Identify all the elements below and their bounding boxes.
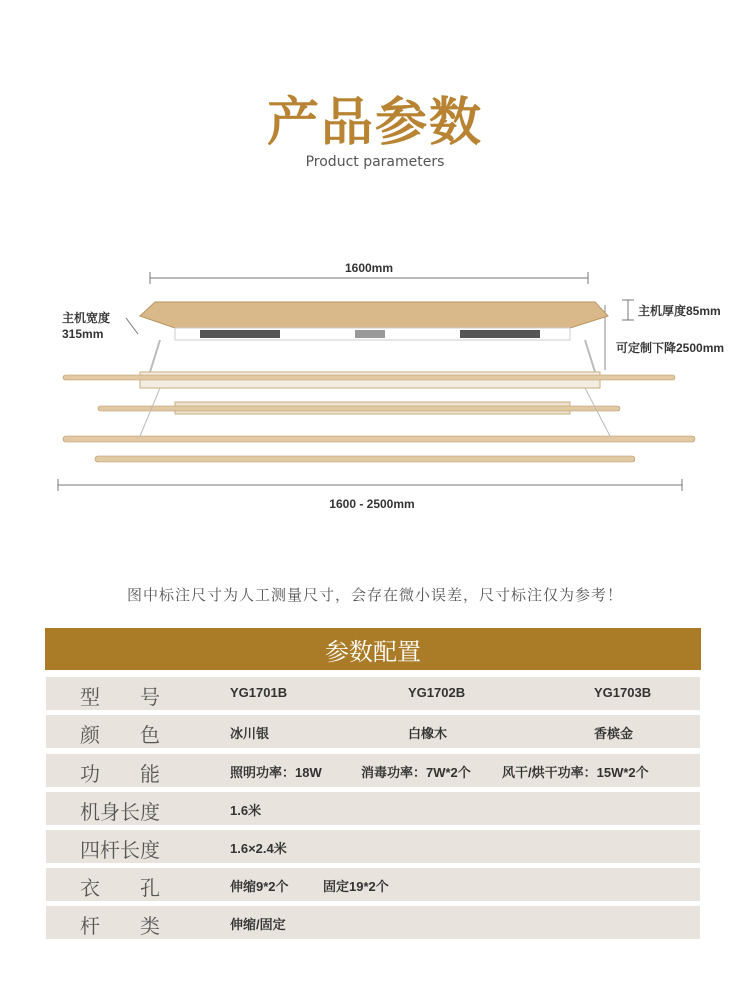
row-label: 杆类 (80, 914, 200, 938)
cell: 伸缩9*2个 (230, 879, 289, 894)
cell: 风干/烘干功率：15W*2个 (502, 765, 649, 780)
table-header: 参数配置 (45, 628, 701, 670)
page-title: 产品参数 (266, 93, 483, 153)
measurement-note: 图中标注尺寸为人工测量尺寸，会存在微小误差，尺寸标注仅为参考！ (126, 586, 623, 604)
cell: 固定19*2个 (323, 879, 389, 894)
cell: YG1702B (408, 685, 466, 700)
row-label: 功能 (80, 762, 200, 786)
host-thickness-label: 主机厚度85mm (638, 304, 721, 318)
page-subtitle: Product parameters (305, 154, 445, 170)
cell: YG1701B (230, 685, 288, 700)
table-row-bar-type (46, 906, 700, 939)
top-width-dimension (150, 261, 588, 284)
cell: 冰川银 (230, 726, 270, 741)
table-row-color (46, 715, 700, 748)
row-label: 四杆长度 (80, 838, 160, 862)
host-width-value: 315mm (62, 327, 104, 341)
cell: 消毒功率：7W*2个 (361, 765, 471, 780)
row-label: 颜色 (80, 723, 200, 747)
cell: 1.6×2.4米 (230, 841, 287, 856)
cell: 照明功率：18W (230, 765, 322, 780)
table-row-model (46, 677, 700, 710)
product-diagram (0, 230, 750, 530)
table-row-body-length (46, 792, 700, 825)
host-thickness-dimension (622, 300, 634, 320)
bottom-width-dimension (58, 479, 682, 511)
table-row-bar-length (46, 830, 700, 863)
row-label: 衣孔 (80, 876, 200, 900)
cell: 伸缩/固定 (230, 917, 286, 932)
drying-rack (63, 340, 695, 462)
bottom-width-label: 1600 - 2500mm (329, 497, 415, 511)
cell: YG1703B (594, 685, 652, 700)
host-width-dimension (126, 318, 138, 334)
top-width-label: 1600mm (344, 261, 394, 275)
table-row-function (46, 754, 700, 787)
table-row-holes (46, 868, 700, 901)
row-label: 机身长度 (80, 800, 160, 824)
host-width-label: 主机宽度 (62, 311, 111, 325)
cell: 1.6米 (230, 803, 262, 818)
drop-height-label: 可定制下降2500mm (616, 341, 725, 355)
cell: 白橡木 (408, 726, 448, 741)
row-label: 型号 (80, 685, 200, 709)
host-unit (140, 302, 608, 340)
cell: 香槟金 (594, 726, 634, 741)
